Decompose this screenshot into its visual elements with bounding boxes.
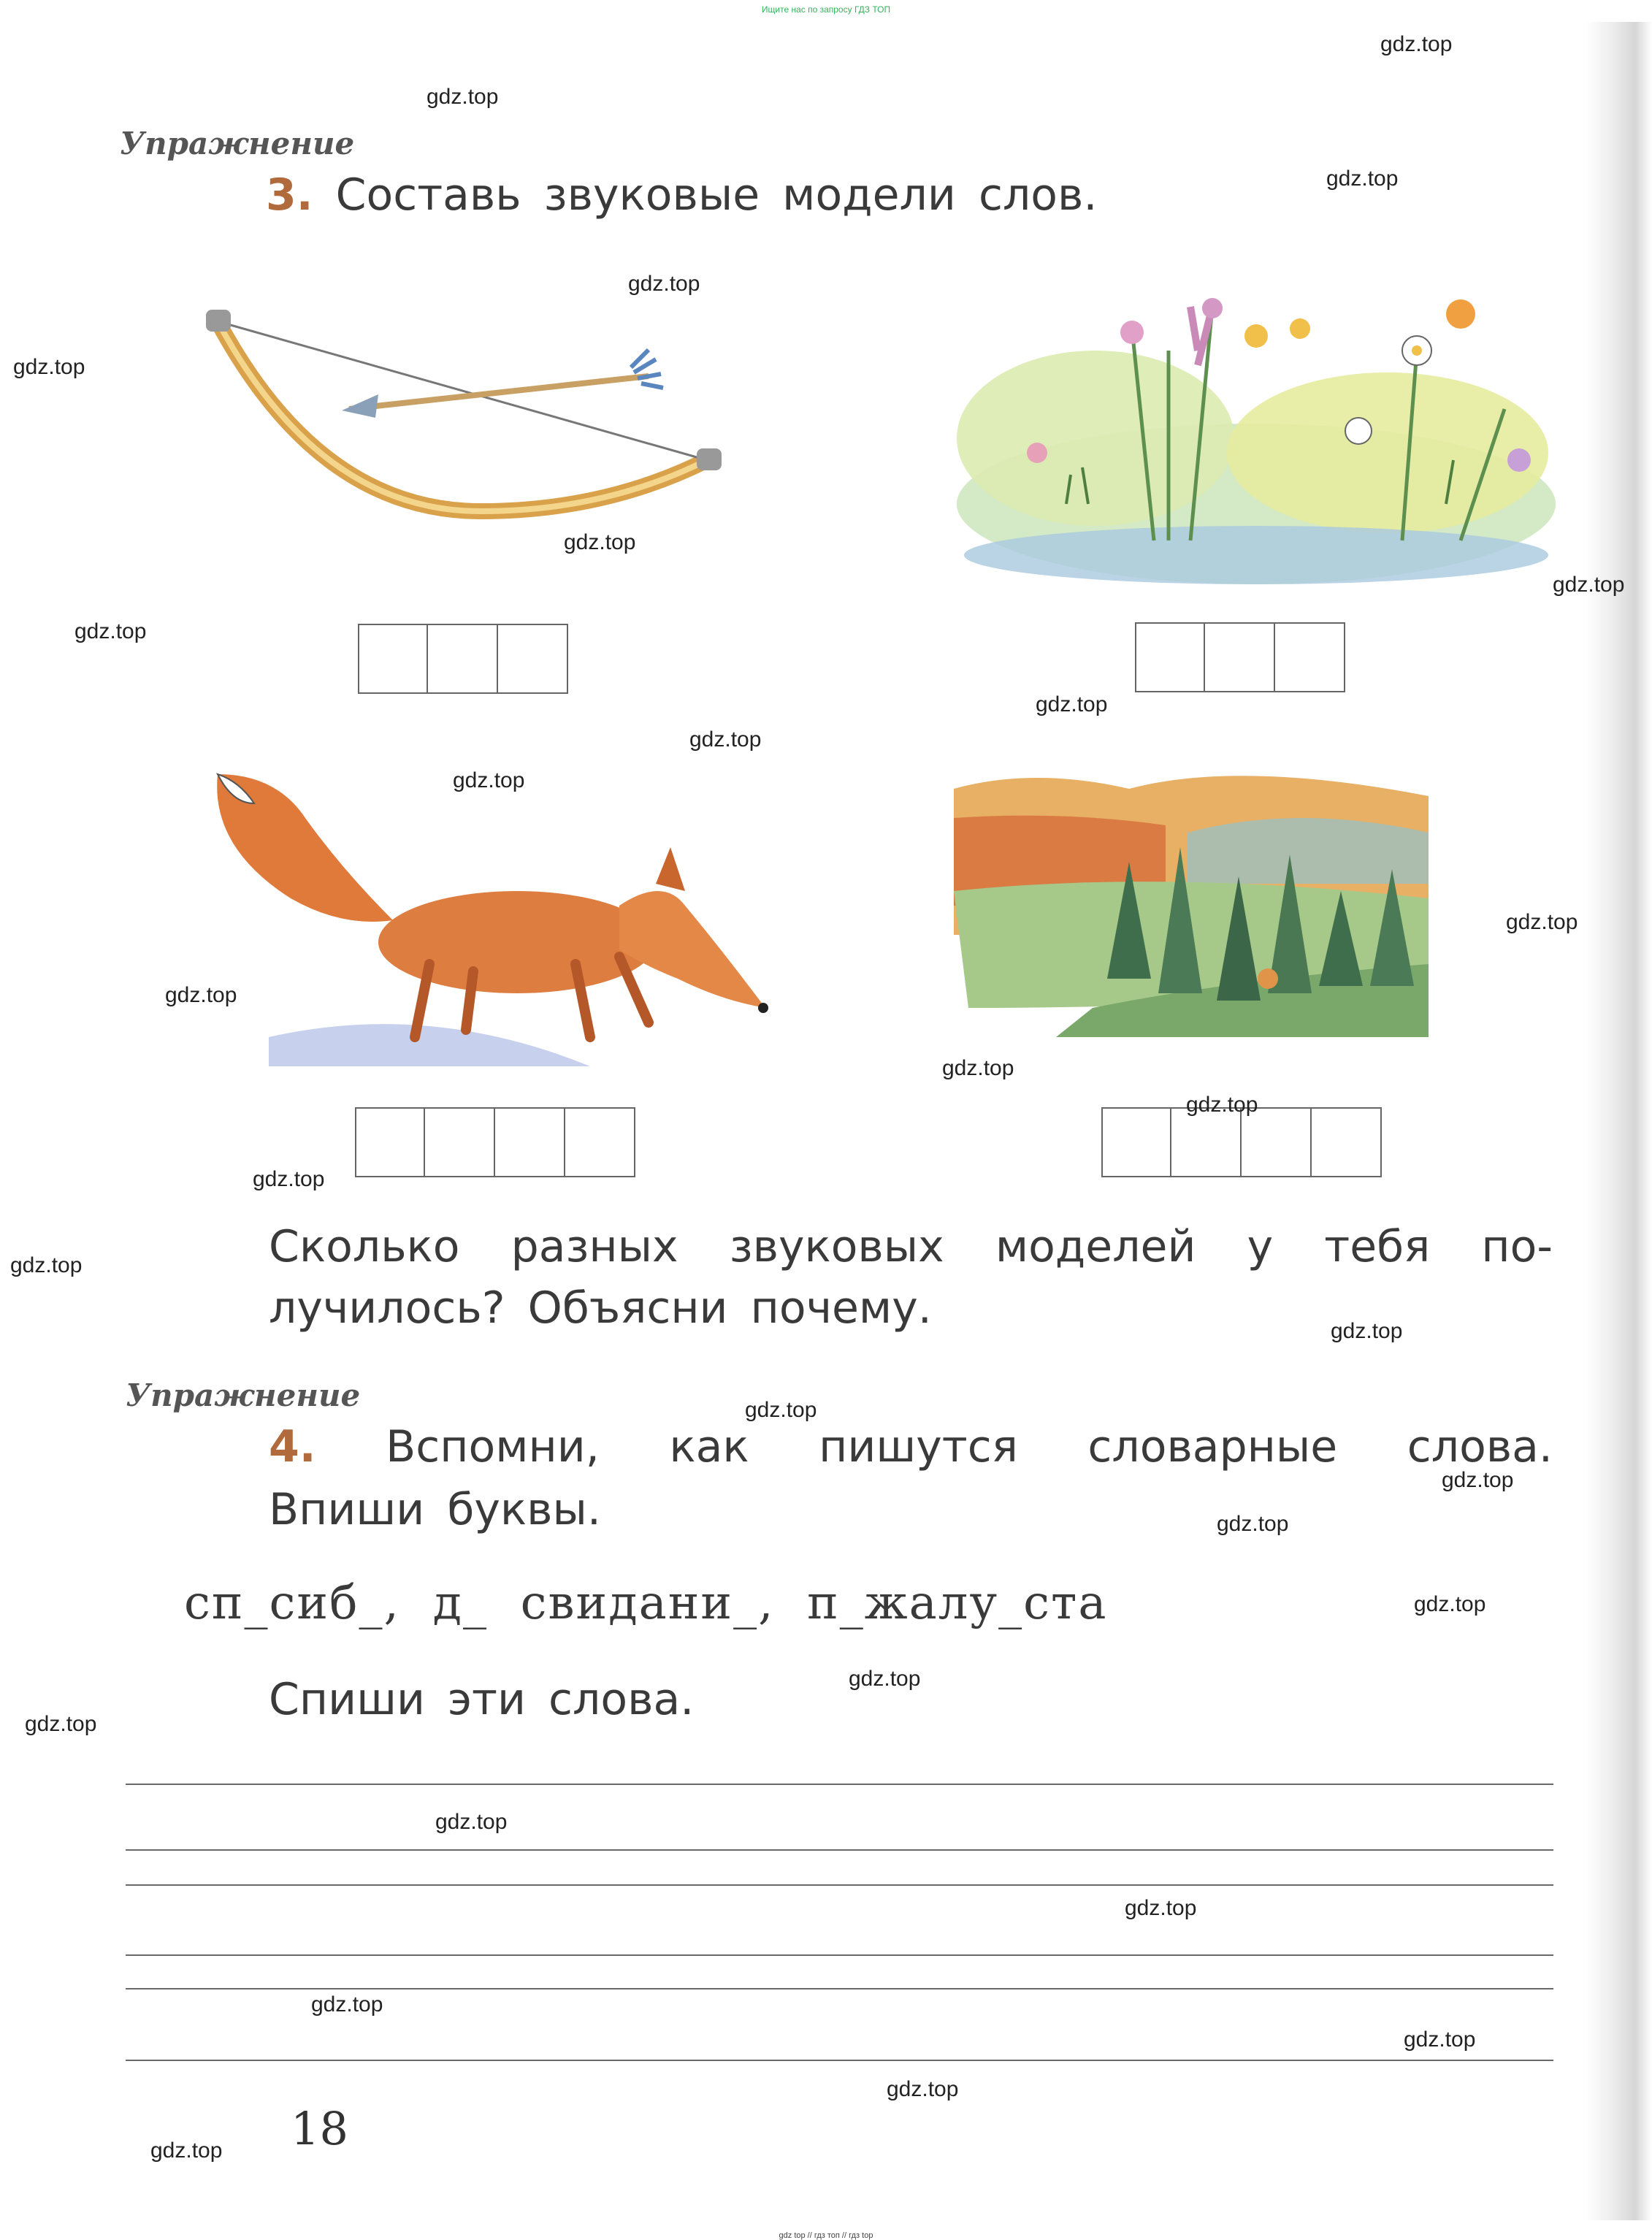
watermark: gdz.top [849, 1667, 921, 1691]
watermark: gdz.top [1186, 1093, 1258, 1117]
exercise-4-instruction-line-2: Впиши буквы. [269, 1484, 601, 1535]
exercise-3-number: 3. [266, 169, 313, 221]
meadow-flowers-icon [949, 263, 1563, 584]
sound-box[interactable] [1171, 1107, 1242, 1177]
sound-box[interactable] [1135, 622, 1205, 692]
sound-box[interactable] [1312, 1107, 1382, 1177]
sound-model-boxes-bow[interactable] [358, 624, 568, 694]
sound-model-boxes-meadow[interactable] [1135, 622, 1345, 692]
page-number: 18 [291, 2102, 348, 2155]
watermark: gdz.top [1414, 1592, 1486, 1616]
exercise-3-instruction: Составь звуковые модели слов. [335, 169, 1098, 221]
exercise-3-question-line-1: Сколько разных звуковых моделей у тебя по- [269, 1221, 1553, 1272]
sound-box[interactable] [355, 1107, 425, 1177]
writing-line[interactable] [126, 1884, 1553, 1886]
fox-icon [210, 760, 795, 1066]
watermark: gdz.top [427, 85, 499, 109]
sound-box[interactable] [1205, 622, 1275, 692]
exercise-4-number: 4. [269, 1421, 316, 1472]
page-edge-shadow [1585, 22, 1652, 2220]
watermark: gdz.top [887, 2077, 959, 2101]
dictionary-words-with-blanks[interactable]: сп_сиб_, д_ свидани_, п_жалу_ста [184, 1576, 1108, 1630]
watermark: gdz.top [311, 1992, 383, 2017]
watermark: gdz.top [453, 768, 525, 792]
sound-box[interactable] [425, 1107, 495, 1177]
sound-model-boxes-forest[interactable] [1101, 1107, 1382, 1177]
bottom-note: gdz top // гдз топ // гдз top [779, 2231, 873, 2240]
sound-box[interactable] [495, 1107, 565, 1177]
sound-box[interactable] [1242, 1107, 1312, 1177]
sound-box[interactable] [428, 624, 498, 694]
exercise-3-question-line-2: лучилось? Объясни почему. [269, 1283, 932, 1334]
writing-line[interactable] [126, 1784, 1553, 1785]
watermark: gdz.top [150, 2138, 223, 2163]
exercise-3-label: Упражнение [120, 126, 355, 161]
watermark: gdz.top [745, 1398, 817, 1422]
watermark: gdz.top [13, 355, 85, 379]
watermark: gdz.top [564, 530, 636, 554]
watermark: gdz.top [1506, 910, 1578, 934]
watermark: gdz.top [1036, 692, 1108, 716]
autumn-forest-icon [947, 745, 1443, 1037]
watermark: gdz.top [10, 1253, 83, 1277]
copy-words-instruction: Спиши эти слова. [269, 1674, 695, 1725]
watermark: gdz.top [689, 727, 762, 752]
sound-box[interactable] [358, 624, 428, 694]
watermark: gdz.top [1125, 1896, 1197, 1920]
watermark: gdz.top [1217, 1512, 1289, 1536]
exercise-3-title [266, 169, 1097, 221]
watermark: gdz.top [25, 1712, 97, 1736]
writing-line[interactable] [126, 1954, 1553, 1956]
watermark: gdz.top [435, 1810, 508, 1834]
bow-and-arrow-icon [196, 292, 722, 540]
sound-model-boxes-fox[interactable] [355, 1107, 635, 1177]
sound-box[interactable] [1101, 1107, 1171, 1177]
watermark: gdz.top [1553, 573, 1625, 597]
writing-line[interactable] [126, 1988, 1553, 1989]
watermark: gdz.top [1380, 32, 1453, 56]
watermark: gdz.top [628, 272, 700, 296]
sound-box[interactable] [565, 1107, 635, 1177]
writing-line[interactable] [126, 2060, 1553, 2061]
watermark: gdz.top [1326, 167, 1399, 191]
watermark: gdz.top [1442, 1468, 1514, 1492]
watermark: gdz.top [253, 1167, 325, 1191]
watermark: gdz.top [1331, 1319, 1403, 1343]
watermark: gdz.top [942, 1056, 1014, 1080]
sound-box[interactable] [498, 624, 568, 694]
top-note: Ищите нас по запросу ГДЗ ТОП [761, 4, 891, 15]
exercise-4-instruction-line-1 [269, 1421, 1553, 1472]
watermark: gdz.top [1404, 2027, 1476, 2052]
sound-box[interactable] [1275, 622, 1345, 692]
watermark: gdz.top [165, 983, 237, 1007]
exercise-4-instruction: Вспомни, как пишутся словарные слова. [386, 1421, 1553, 1472]
exercise-4-label: Упражнение [126, 1377, 361, 1413]
watermark: gdz.top [74, 619, 147, 643]
writing-line[interactable] [126, 1849, 1553, 1851]
